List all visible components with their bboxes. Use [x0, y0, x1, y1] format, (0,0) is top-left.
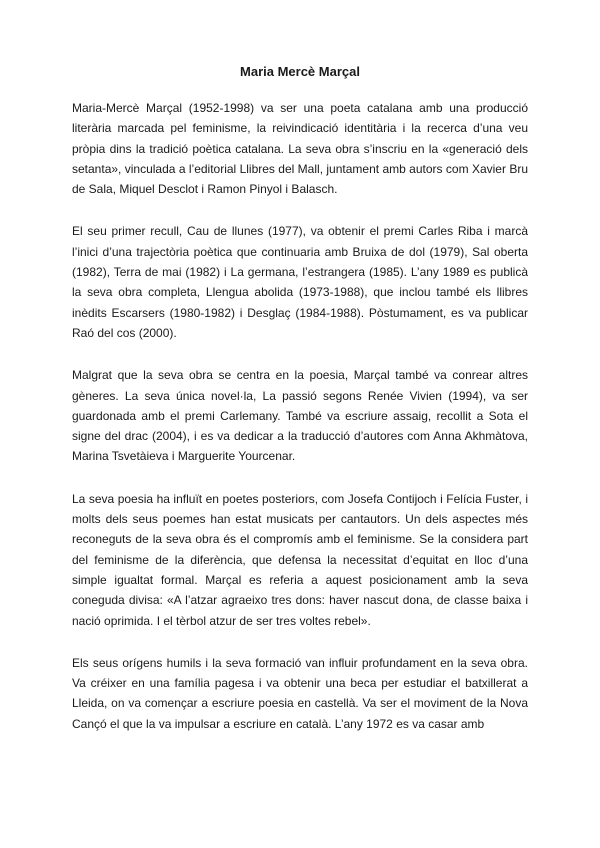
- document-page: [72, 64, 528, 756]
- paragraph-origins: Els seus orígens humils i la seva formació van influir profundament en la seva obra. Va créixer en una família pagesa i va obtenir una beca per estudiar el batxillerat a Lleida, on va començar a escriure poesia en castellà. Va ser el moviment de la Nova Cançó el que la va impulsar a escriure en català. L’any 1972 es va casar amb: [72, 655, 528, 731]
- paragraph-other-genres: Malgrat que la seva obra se centra en la poesia, Marçal també va conrear altres gèneres. La seva única novel·la, La passió segons Renée Vivien (1994), va ser guardonada amb el premi Carlemany. També va escriure assaig, recollit a Sota el signe del drac (2004), i es va dedicar a la traducció d’autores com Anna Akhmàtova, Marina Tsvetàieva i Marguerite Yourcenar.: [72, 368, 528, 464]
- paragraph-poetic-works: El seu primer recull, Cau de llunes (1977), va obtenir el premi Carles Riba i marcà l’inici d’una trajectòria poètica que continuaria amb Bruixa de dol (1979), Sal oberta (1982), Terra de mai (1982) i La germana, l’estrangera (1985). L’any 1989 es publicà la seva obra completa, Llengua abolida (1973-1988), que inclou també els llibres inèdits Escarsers (1980-1982) i Desglaç (1984-1988). Pòstumament, es va publicar Raó del cos (2000).: [72, 224, 528, 340]
- document-title: Maria Mercè Marçal: [240, 64, 360, 79]
- paragraph-biography-intro: Maria-Mercè Marçal (1952-1998) va ser una poeta catalana amb una producció literària marcada pel feminisme, la reivindicació identitària i la recerca d’una veu pròpia dins la tradició poètica catalana. La seva obra s’inscriu en la «generació dels setanta», vinculada a l’editorial Llibres del Mall, juntament amb autors com Xavier Bru de Sala, Miquel Desclot i Ramon Pinyol i Balasch.: [72, 101, 528, 197]
- paragraph-influence-feminism: La seva poesia ha influït en poetes posteriors, com Josefa Contijoch i Felícia Fuster, i molts dels seus poemes han estat musicats per cantautors. Un dels aspectes més reconeguts de la seva obra és el compromís amb el feminisme. Se la considera part del feminisme de la diferència, que defensa la necessitat d’equitat en lloc d’una simple igualtat formal. Marçal es referia a aquest posicionament amb la seva coneguda divisa: «A l’atzar agraeixo tres dons: haver nascut dona, de classe baixa i nació oprimida. I el tèrbol atzur de ser tres voltes rebel».: [72, 491, 528, 628]
